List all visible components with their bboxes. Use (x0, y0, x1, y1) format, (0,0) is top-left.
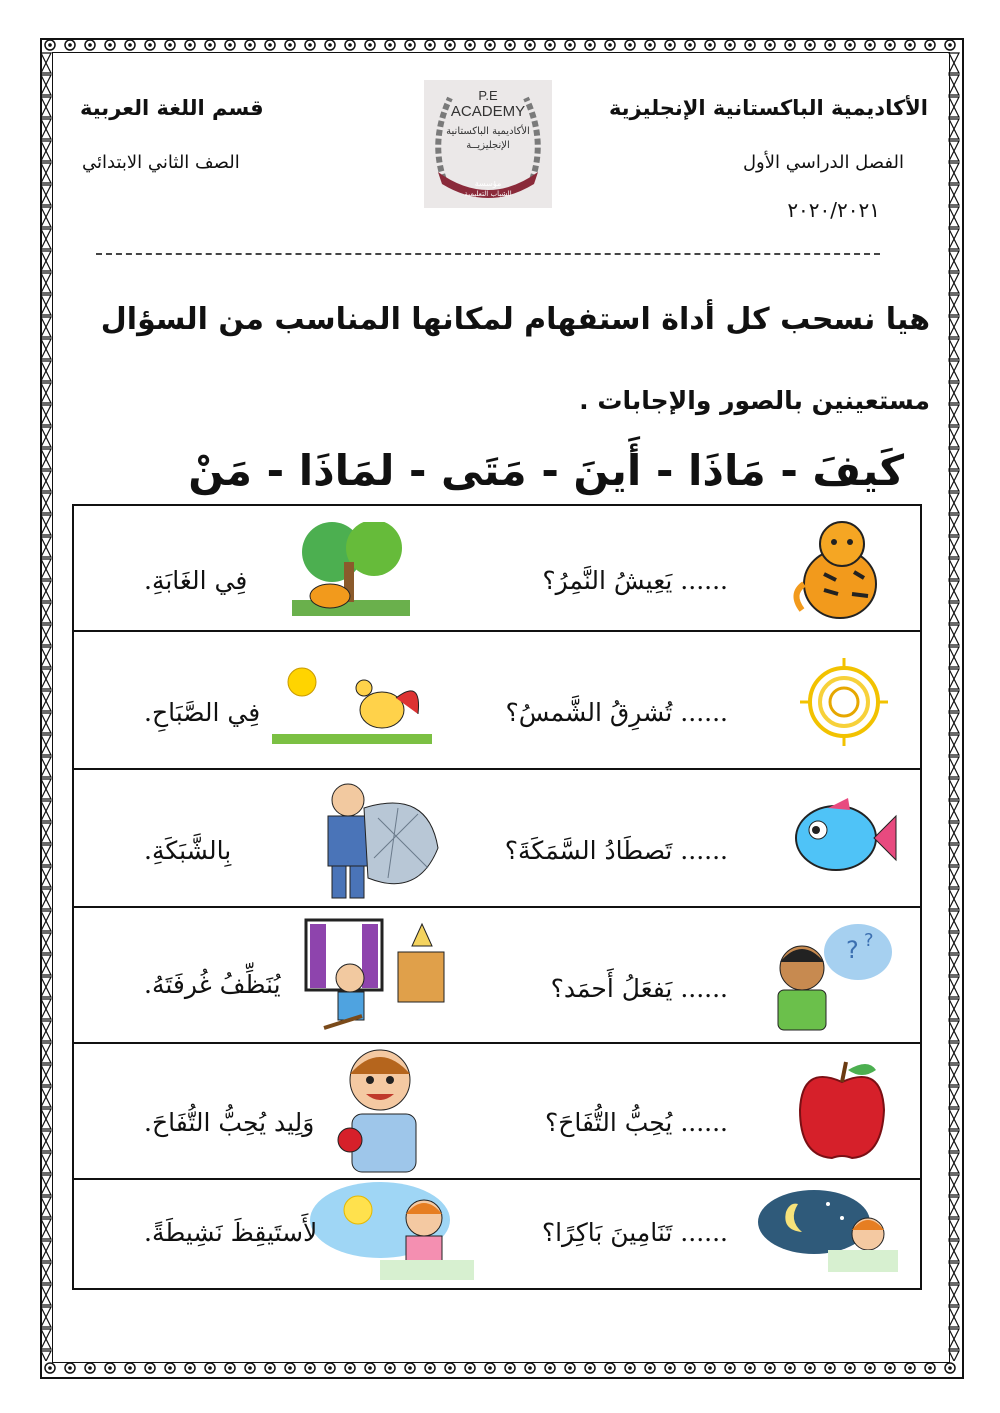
answer-text: فِي الصَّبَاحِ. (144, 698, 261, 727)
boy-with-apple-icon (328, 1044, 432, 1176)
logo-text-academy: ACADEMY (450, 103, 526, 120)
question-text: ...... تُشرِقُ الشَّمسُ؟ (505, 698, 728, 727)
exercise-row (74, 770, 920, 908)
frame-pattern-bottom (40, 1361, 960, 1375)
exercise-row (74, 506, 920, 632)
question-text: ...... يَعِيشُ النَّمِرُ؟ (542, 566, 728, 595)
sun-icon (794, 652, 894, 752)
answer-text: بِالشَّبَكَةِ. (144, 836, 232, 865)
sunrise-rooster-icon (272, 658, 432, 746)
apple-icon (792, 1056, 892, 1162)
thinking-boy-icon (768, 918, 894, 1032)
svg-text:?: ? (846, 936, 859, 964)
instruction-line-1: هيا نسحب كل أداة استفهام لمكانها المناسب من السؤال (100, 302, 930, 337)
grade-label: الصف الثاني الابتدائي (82, 152, 240, 173)
header-divider (96, 253, 880, 255)
school-year: ٢٠٢٠/٢٠٢١ (787, 198, 880, 222)
exercise-row (74, 908, 920, 1044)
answer-text: وَلِيد يُحِبُّ التُّفَاحَ. (144, 1108, 315, 1137)
tiger-icon (784, 514, 894, 622)
fish-icon (788, 796, 898, 880)
fisherman-net-icon (318, 778, 448, 902)
forest-tiger-icon (292, 522, 410, 616)
svg-text:?: ? (864, 930, 874, 951)
morning-wakeup-icon (310, 1180, 474, 1282)
question-text: ...... تَصطَادُ السَّمَكَةَ؟ (504, 836, 728, 865)
logo-text-arabic3: مؤسسة (474, 179, 502, 188)
frame-pattern-left (40, 52, 52, 1361)
logo-text-arabic1: الأكاديمية الباكستانية (446, 126, 530, 137)
exercise-row (74, 1044, 920, 1180)
cleaning-room-icon (302, 916, 466, 1032)
exercise-table (72, 504, 922, 1290)
logo-text-pe: P.E (478, 88, 498, 103)
exercise-row (74, 632, 920, 770)
answer-text: يُنَظِّفُ غُرفَتَهُ. (144, 970, 281, 999)
school-name: الأكاديمية الباكستانية الإنجليزية (608, 96, 928, 120)
frame-pattern-top (40, 38, 960, 52)
academy-logo (424, 80, 552, 208)
question-text: ...... يُحِبُّ التُّفَاحَ؟ (545, 1108, 728, 1137)
department-name: قسم اللغة العربية (80, 96, 264, 120)
question-words-bank[interactable]: كَيفَ - مَاذَا - أَينَ - مَتَى - لمَاذَا - مَنْ (188, 446, 904, 495)
instruction-line-2: مستعينين بالصور والإجابات . (579, 386, 930, 415)
night-sleep-icon (758, 1188, 898, 1274)
answer-text: لأَستَيقِظَ نَشِيطَةً. (144, 1218, 318, 1247)
logo-text-arabic2: الإنجليزيــة (466, 140, 510, 151)
exercise-row (74, 1180, 920, 1286)
frame-pattern-right (948, 52, 960, 1361)
answer-text: فِي الغَابَةِ. (144, 566, 248, 595)
question-text: ...... يَفعَلُ أَحمَد؟ (550, 974, 728, 1003)
logo-text-arabic4: الشباب التعليمية (464, 190, 512, 198)
question-text: ...... تَنَامِينَ بَاكِرًا؟ (541, 1218, 728, 1247)
term-label: الفصل الدراسي الأول (742, 152, 904, 173)
